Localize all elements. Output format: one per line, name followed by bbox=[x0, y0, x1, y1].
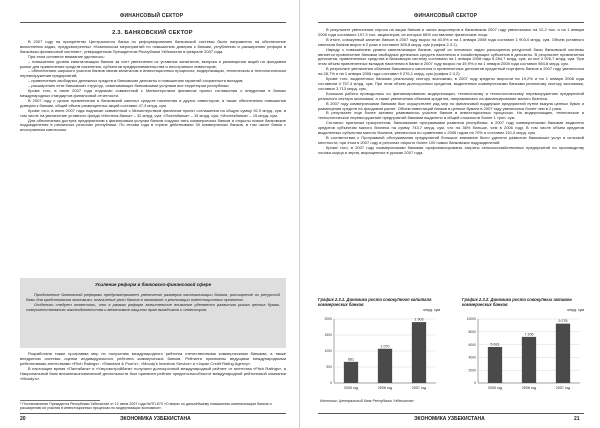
paragraph: В итоге, совокупный капитал банков в 2007 году вырос на 40,5% и на 1 января 2008 года составил 1 903,0 млрд. сум. Объем уставного капитала банков вырос в 2 раза и составил 365,8 млрд. сум (график 2.3.1). bbox=[318, 36, 584, 47]
paragraph: – обеспечению широкого участия банков своим капиталом в инвестиционных процессах, модернизации, техническом и технологическом перевооружении предприятий; bbox=[20, 68, 286, 79]
callout-box bbox=[20, 278, 286, 348]
chart-title: График 2.3.1. Динамика роста совокупного капитала коммерческих банков bbox=[318, 297, 432, 307]
paragraph: Большая работа проводилась по финансированию модернизации, техническому и технологическому перевооружению предприятий реального сектора экономики, а также увеличению объемов кредитов, направляемых на финансирование малого бизнеса. bbox=[318, 90, 584, 101]
y-tick-label: 1000 bbox=[324, 349, 332, 354]
paragraph: В соответствии с Программой обслуживания предприятий большое внимание было уделено развитию банковских услуг в сельской местности, при этом в 2007 году в регионах открыто более 100 новых банковских подразделений. bbox=[318, 134, 584, 145]
x-tick-label: 2005 год bbox=[487, 386, 503, 390]
paragraph: В результате увеличения объемов банковского капитала и привлеченных депозитов кредитный портфель банков в 2007 году увеличился на 28,7% и на 1 января 2008 года составил 9 276,1 млрд. сум (график 2.3.2). bbox=[318, 66, 584, 77]
callout-paragraph: Продолжение банковской реформы предусматривает увеличение размеров капитализации банков, расширение их ресурсной базы для кредитования экономики, повышение роли банков в экономике и реализации инвестиционных проектов. bbox=[26, 292, 280, 302]
bar bbox=[556, 324, 570, 383]
right-body-text bbox=[318, 28, 584, 294]
paragraph: Кроме того, в 2007 году коммерческими банками профинансированы затраты сельскохозяйственных предприятий по производству хлопка-сырца и зерна, выращенных в урожае 2007 года. bbox=[318, 144, 584, 155]
paragraph: Кроме того, выделенных банками реальному сектору экономики, в 2007 году кредиты выросли на 19,2% и на 1 января 2008 года составили 4 757,4 млрд. сум. При этом объем долгосрочных кредитов, выделенных коммерческими банками реальному сектору экономики, составил 3 713 млрд. сум. bbox=[318, 76, 584, 91]
x-tick-label: 2007 год bbox=[411, 386, 427, 390]
y-tick-label: 10000 bbox=[466, 317, 476, 322]
bar bbox=[488, 347, 502, 383]
paragraph: Согласно принятым приоритетам, банковскими программами развития республики, в 2007 году коммерческими банками выделено кредитов субъектам малого бизнеса на сумму 743,7 млрд. сум, что на 36% больше, чем в 2006 году. В том числе объем кредитов выделенных субъектам малого бизнеса, увеличился по сравнению с 2006 годом на 70% и составил 110,0 млрд. сум. bbox=[318, 120, 584, 136]
paragraph: В 2007 году с целью привлечения в банковский капитал средств населения и других инвесторов, а также обеспечения повышения доверия к банкам, общий объем размещенных акций составил 47,3 млрд. сум. bbox=[20, 97, 286, 108]
chart-source: Источник: Центральный банк Республики Узбекистан bbox=[320, 399, 414, 403]
bar bbox=[378, 349, 392, 383]
paragraph: – расширению сети банковских структур, охватывающих банковскими услугами все территории республики. bbox=[28, 83, 230, 89]
bar bbox=[412, 322, 426, 383]
page-number-right: 21 bbox=[574, 416, 580, 422]
y-tick-label: 8000 bbox=[468, 330, 476, 334]
y-tick-label: 0 bbox=[330, 381, 332, 386]
paragraph: Кроме того, в июле 2007 года подписан совместный с Министерством финансов проект соглашения на общую сумму 92,9 млрд. сум, в том числе на увеличение уставного фонда «Ипотека-банка» – 32 млрд. сум, «Пахтабанка» – 15 млрд. сум, «Ипотекбанка» – 15 млрд. сум. bbox=[20, 107, 286, 118]
y-tick-label: 4000 bbox=[468, 355, 476, 360]
paragraph: В результате увеличения спроса на акции банков и числа акционеров в банковском 2007 году увеличилась на 12,2 тыс. и на 1 января 2008 года составило 197,3 тыс. акционеров, из которых 68% составляют физические лица. bbox=[318, 28, 584, 37]
y-tick-label: 6000 bbox=[468, 342, 476, 347]
chart-assets bbox=[462, 297, 584, 397]
paragraph: В 2007 году на приоритетах Центрального банка по реформированию банковской системы было направлено на обеспечение выполнения задач, предусмотренных «Комплексом мероприятий по повышению доверия к банкам, углублению и расширению реформ в банковско-финансовой системе», утвержденным Президентом Республики Узбекистан в феврале 2007 года. bbox=[20, 40, 286, 54]
x-tick-label: 2007 год bbox=[555, 386, 571, 390]
chart-capital bbox=[318, 297, 440, 397]
paragraph: Кроме того, в июле 2007 года подписан совместный с Министерством финансов проект соглашения о внедрении в банках международных стандартов финансовой отчетности. bbox=[20, 88, 286, 98]
chart-unit-label: млрд. сум bbox=[567, 308, 584, 312]
footnote: * Постановление Президента Республики Узбекистан от 12 июня 2007 года №ПП-670 «О мерах по дальнейшему повышению капитализации банков и расширению их участия в инвестиционных процессах по модернизации экономики». bbox=[20, 402, 272, 411]
paragraph: В результате еще более активно развивалось участие банков в инвестиционных процессах. На модернизацию, техническое и технологическое перевооружение предприятий банками выделено в общей сложности более 1 трлн. сум. bbox=[318, 110, 584, 121]
paragraph: В настоящее время «Пахтабанк» и «Узпромстройбанк» получили долгосрочный международный рейтинг от агентства «Fitch Ratings», а Национальный банк внешнеэкономической деятельности был присвоен рейтинг кредитоспособности международной рейтинговой компании «Moody's». bbox=[20, 365, 286, 381]
page-number-left: 20 bbox=[20, 416, 26, 422]
data-label: 661 bbox=[348, 357, 354, 362]
x-tick-label: 2006 год bbox=[377, 386, 393, 390]
data-label: 7 206 bbox=[524, 332, 534, 337]
paragraph: При этом основное внимание уделялось: bbox=[28, 53, 105, 59]
chart-title: График 2.3.2. Динамика роста совокупных активов коммерческих банков bbox=[462, 297, 572, 307]
running-foot-right: ЭКОНОМИКА УЗБЕКИСТАНА bbox=[414, 416, 485, 422]
data-label: 9 276 bbox=[558, 319, 568, 324]
chart-assets-plot bbox=[462, 313, 584, 395]
callout-paragraph: Отдельно следует отметить, что в рамках реформ значительное внимание уделяется развитию рынка ценных бумаг, совершенствованию законодательства и механизмов защиты прав вкладчиков и инвесторов. bbox=[26, 301, 280, 312]
page-spine bbox=[299, 0, 300, 428]
paragraph: Для обеспечения доступа предприятиям к финансовым услугам банков создано пять коммерческих банков и открыты новые банковские подразделения в различных регионах республики. По итогам года в стране действовали 30 коммерческих банков, в том числе банки с иностранным капиталом. bbox=[20, 117, 286, 133]
bar bbox=[522, 337, 536, 383]
y-tick-label: 1500 bbox=[324, 333, 332, 338]
running-foot-left: ЭКОНОМИКА УЗБЕКИСТАНА bbox=[120, 416, 191, 422]
footer-rule-left bbox=[20, 413, 286, 414]
bar bbox=[344, 362, 358, 383]
chart-capital-plot bbox=[318, 313, 440, 395]
x-tick-label: 2006 год bbox=[521, 386, 537, 390]
paragraph: Разработана также программа мер по получению международного рейтинга отечественными коммерческими банками, а также внедрению системы оценки индивидуального рейтинга коммерческих банков. Рейтинги присвоены ведущими международными рейтинговыми агентствами «Fitch Ratings», «Standard & Poor's», «Moody's Investors Service» и «Japan Credit Rating Agency». bbox=[20, 352, 286, 366]
footnote-rule bbox=[20, 400, 100, 401]
y-tick-label: 0 bbox=[474, 381, 476, 386]
y-tick-label: 500 bbox=[326, 365, 332, 370]
paragraph: В 2007 году коммерческими банками был осуществлен ряд мер по финансовой поддержке предприятий путем выкупа ценных бумаг и размещения средств на фондовом рынке. Объем инвестиций банков в ценные бумаги в 2007 году увеличился более чем в 2 раза. bbox=[318, 100, 584, 111]
data-label: 1 903 bbox=[414, 317, 424, 322]
footer-rule-right bbox=[318, 413, 584, 414]
paragraph: Наряду с повышением уровня капитализации банков, одной из основных задач расширения ресурсной базы банковской системы является привлечение банками свободных денежных средств населения и хозяйствующих субъектов в депозиты. В результате привлечения депозитов, привлеченные средства в банковскую систему составили на 1 января 2008 года 5 284,7 млрд. сум, из них 2 926,7 млрд. сум. При этом объем привлеченных вкладов населения в банки в 2007 году возрос на 49,9% и на 1 января 2008 года составил 984,8 млрд. сум. bbox=[318, 46, 584, 67]
running-head-left: ФИНАНСОВЫЙ СЕКТОР bbox=[120, 13, 184, 19]
section-title: 2.3. БАНКОВСКИЙ СЕКТОР bbox=[112, 30, 193, 36]
left-body-text bbox=[20, 40, 286, 274]
left-body-text-after-callout bbox=[20, 352, 286, 398]
callout-text bbox=[26, 293, 280, 313]
header-rule-left bbox=[20, 22, 286, 23]
running-head-right: ФИНАНСОВЫЙ СЕКТОР bbox=[414, 13, 478, 19]
data-label: 5 631 bbox=[490, 342, 500, 347]
paragraph: – повышению уровня капитализации банков за счет увеличения их уставных капиталов, выпуска и размещения акций на фондовом рынке для привлечения средств населения, субъектов предпринимательства и иностранных инвесторов; bbox=[20, 58, 286, 69]
callout-heading: Усиление реформ в банковско-финансовой сфере bbox=[94, 282, 212, 287]
paragraph: – привлечению свободных денежных средств в банковские депозиты и повышению гарантий сохранности вкладов; bbox=[28, 78, 244, 84]
y-tick-label: 2000 bbox=[468, 368, 476, 373]
chart-unit-label: млрд. сум bbox=[423, 308, 440, 312]
header-rule-right bbox=[318, 22, 584, 23]
x-tick-label: 2005 год bbox=[343, 386, 359, 390]
y-tick-label: 2000 bbox=[324, 317, 332, 322]
left-page bbox=[2, 0, 300, 428]
data-label: 1 070 bbox=[380, 344, 390, 349]
right-page bbox=[302, 0, 600, 428]
